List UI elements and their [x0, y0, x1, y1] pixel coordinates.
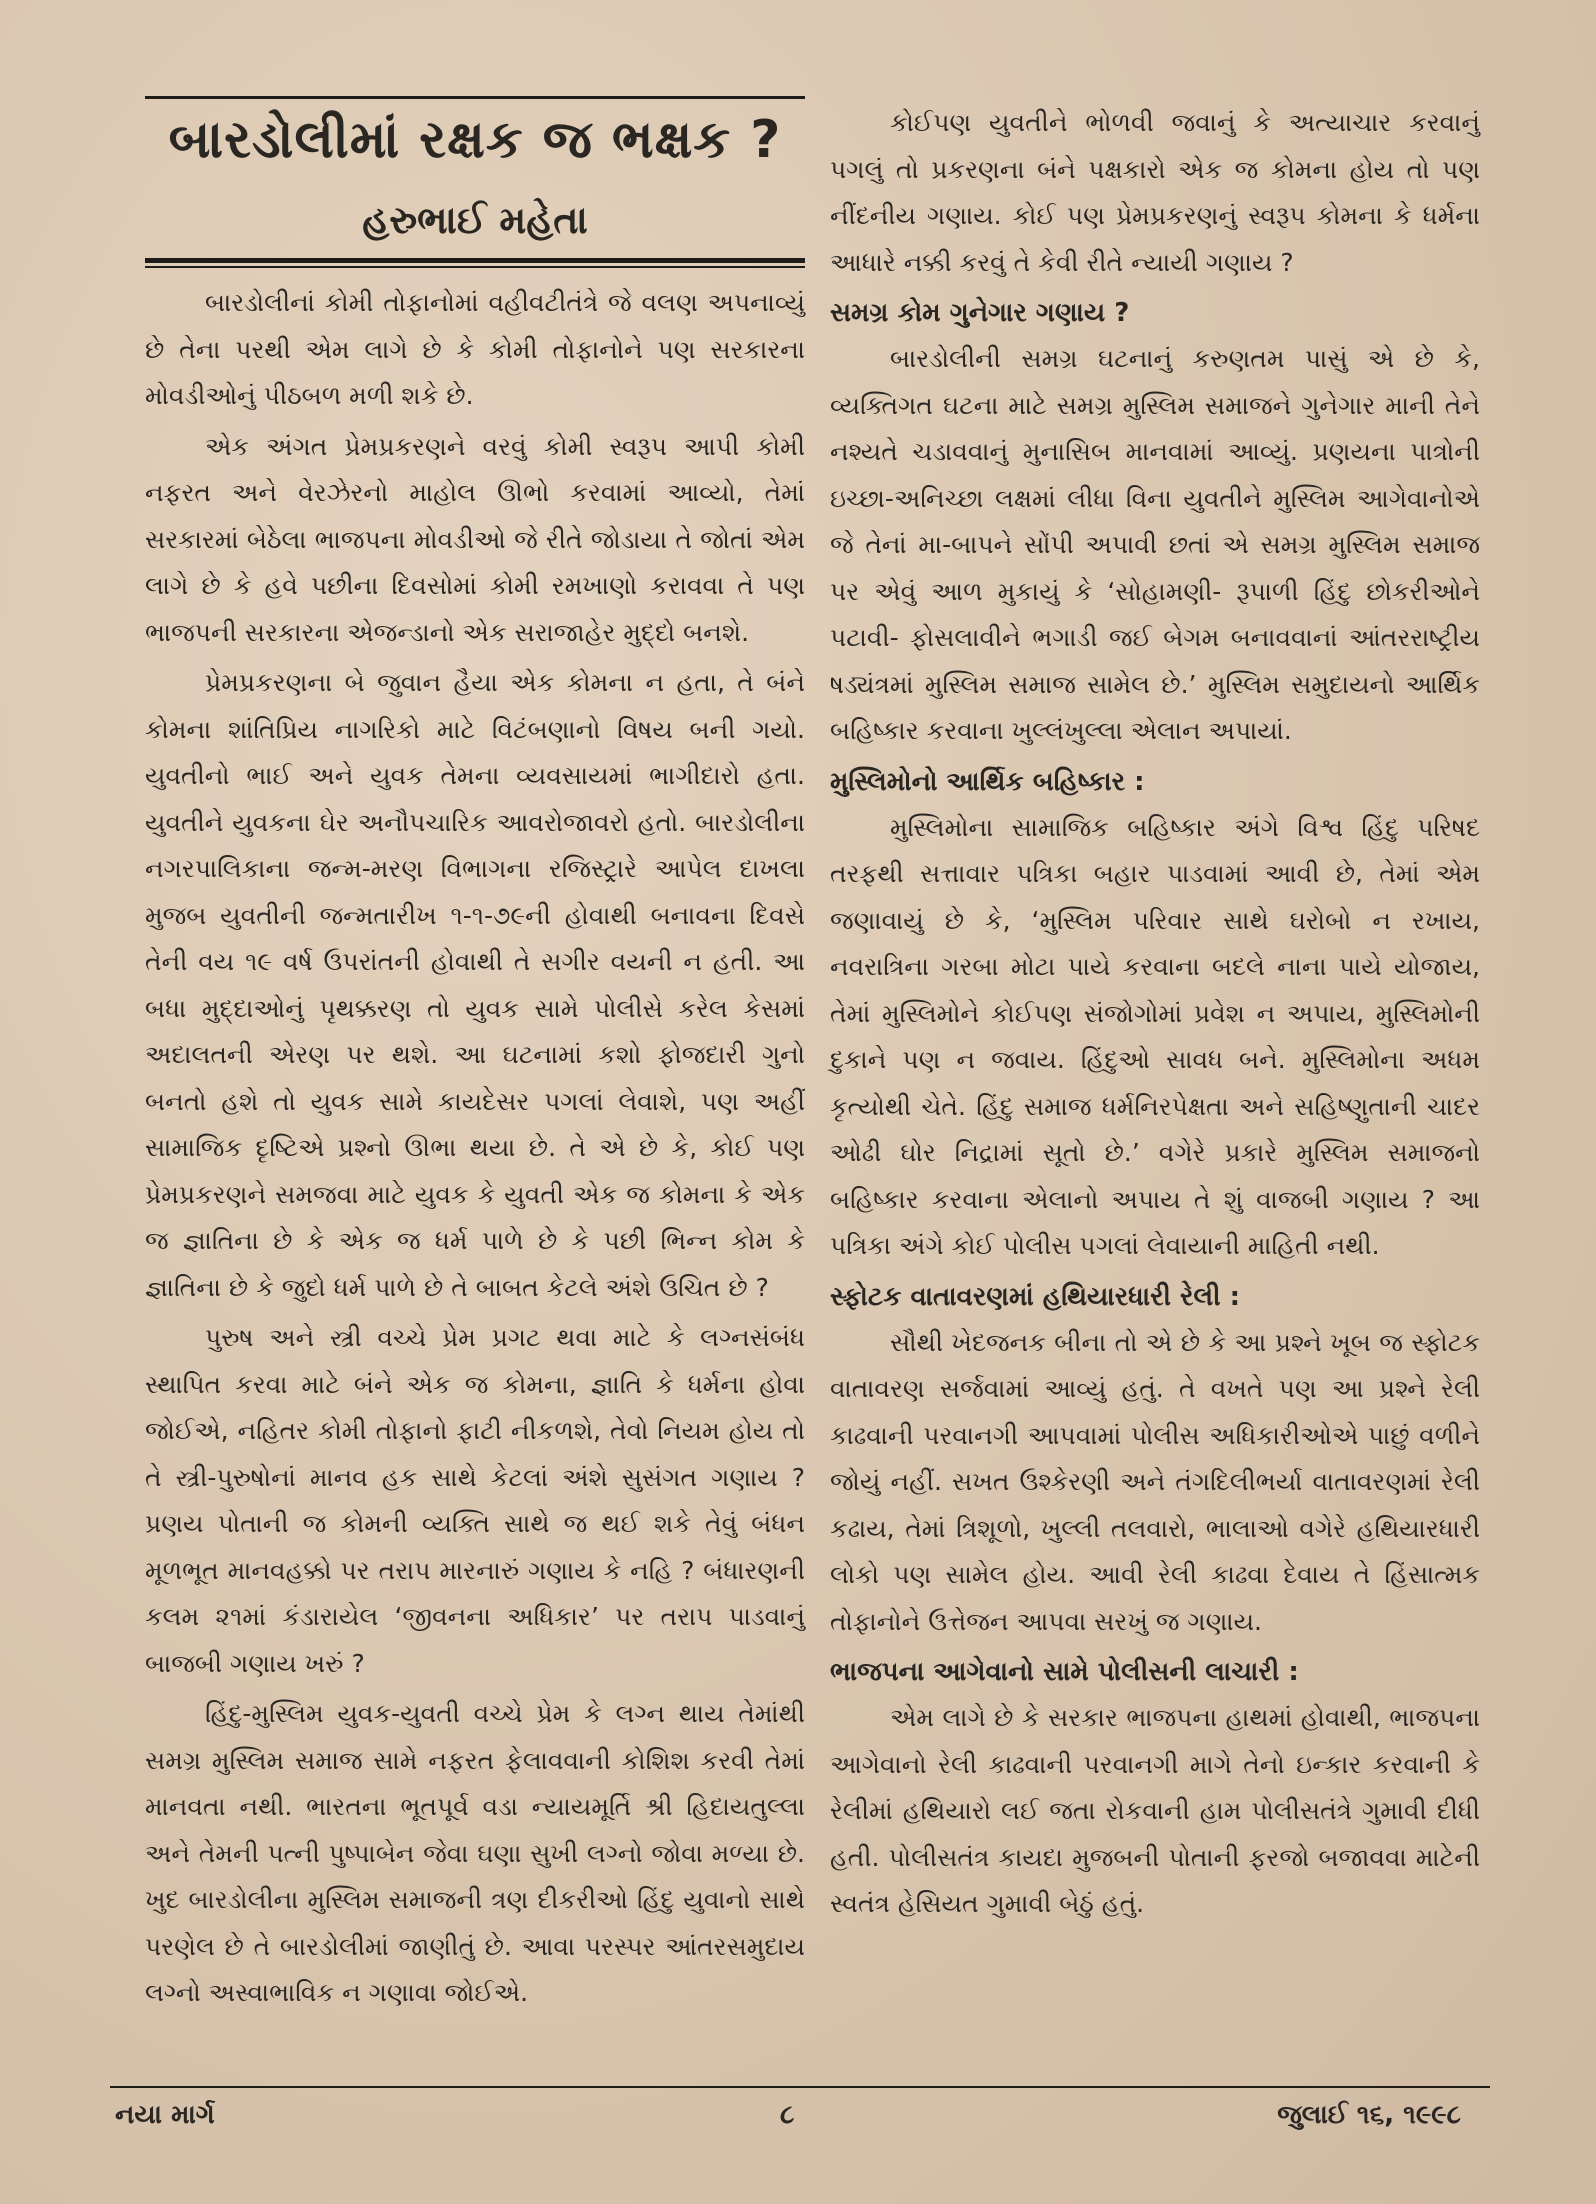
page-number: ૮ — [780, 2100, 795, 2130]
headline-top-rule — [145, 96, 805, 99]
paragraph: એક અંગત પ્રેમપ્રકરણને વરવું કોમી સ્વરૂપ આપી કોમી નફરત અને વેરઝેરનો માહોલ ઊભો કરવામાં આવ્યો, તેમાં સરકારમાં બેઠેલા ભાજપના મોવડીઓ જે રીતે જોડાયા તે જોતાં એમ લાગે છે કે હવે પછીના દિવસોમાં કોમી રમખાણો કરાવવા તે પણ ભાજપની સરકારના એજન્ડાનો એક સરાજાહેર મુદ્દો બનશે. — [145, 431, 805, 647]
left-column — [145, 280, 805, 2021]
paragraph: સૌથી ખેદજનક બીના તો એ છે કે આ પ્રશ્ને ખૂબ જ સ્ફોટક વાતાવરણ સર્જવામાં આવ્યું હતું. તે વખતે પણ આ પ્રશ્ને રેલી કાઢવાની પરવાનગી આપવામાં પોલીસ અધિકારીઓએ પાછું વળીને જોયું નહીં. સખત ઉશ્કેરણી અને તંગદિલીભર્યા વાતાવરણમાં રેલી કઢાય, તેમાં ત્રિશૂળો, ખુલ્લી તલવારો, ભાલાઓ વગેરે હથિયારધારી લોકો પણ સામેલ હોય. આવી રેલી કાઢવા દેવાય તે હિંસાત્મક તોફાનોને ઉત્તેજન આપવા સરખું જ ગણાય. — [830, 1327, 1480, 1636]
headline-bottom-rule — [145, 258, 805, 263]
paragraph: પુરુષ અને સ્ત્રી વચ્ચે પ્રેમ પ્રગટ થવા માટે કે લગ્નસંબંધ સ્થાપિત કરવા માટે બંને એક જ કોમના, જ્ઞાતિ કે ધર્મના હોવા જોઈએ, નહિતર કોમી તોફાનો ફાટી નીકળશે, તેવો નિયમ હોય તો તે સ્ત્રી-પુરુષોનાં માનવ હક સાથે કેટલાં અંશે સુસંગત ગણાય ? પ્રણય પોતાની જ કોમની વ્યક્તિ સાથે જ થઈ શકે તેવું બંધન મૂળભૂત માનવહક્કો પર તરાપ મારનારું ગણાય કે નહિ ? બંધારણની કલમ ૨૧માં કંડારાયેલ ‘જીવનના અધિકાર’ પર તરાપ પાડવાનું બાજબી ગણાય ખરું ? — [145, 1323, 805, 1678]
section-heading: મુસ્લિમોનો આર્થિક બહિષ્કાર : — [830, 766, 1145, 797]
paragraph: બારડોલીનાં કોમી તોફાનોમાં વહીવટીતંત્રે જે વલણ અપનાવ્યું છે તેના પરથી એમ લાગે છે કે કોમી તોફાનોને પણ સરકારના મોવડીઓનું પીઠબળ મળી શકે છે. — [145, 288, 805, 410]
headline-bottom-rule-thin — [145, 266, 805, 268]
footer-rule — [110, 2086, 1490, 2088]
section-heading: સમગ્ર કોમ ગુનેગાર ગણાય ? — [830, 298, 1130, 328]
issue-date: જુલાઈ ૧૬, ૧૯૯૮ — [1277, 2100, 1461, 2130]
section-heading: સ્ફોટક વાતાવરણમાં હથિયારધારી રેલી : — [830, 1281, 1241, 1312]
article-headline: બારડોલીમાં રક્ષક જ ભક્ષક ? — [168, 110, 782, 170]
paragraph: એમ લાગે છે કે સરકાર ભાજપના હાથમાં હોવાથી, ભાજપના આગેવાનો રેલી કાઢવાની પરવાનગી માગે તેનો ઇન્કાર કરવાની કે રેલીમાં હથિયારો લઈ જતા રોકવાની હામ પોલીસતંત્રે ગુમાવી દીધી હતી. પોલીસતંત્ર કાયદા મુજબની પોતાની ફરજો બજાવવા માટેની સ્વતંત્ર હેસિયત ગુમાવી બેઠું હતું. — [830, 1703, 1480, 1918]
section-heading: ભાજપના આગેવાનો સામે પોલીસની લાચારી : — [830, 1657, 1299, 1687]
paragraph: બારડોલીની સમગ્ર ઘટનાનું કરુણતમ પાસું એ છે કે, વ્યક્તિગત ઘટના માટે સમગ્ર મુસ્લિમ સમાજને ગુનેગાર માની તેને નશ્યતે ચડાવવાનું મુનાસિબ માનવામાં આવ્યું. પ્રણયના પાત્રોની ઇચ્છા-અનિચ્છા લક્ષમાં લીધા વિના યુવતીને મુસ્લિમ આગેવાનોએ જે તેનાં મા-બાપને સોંપી અપાવી છતાં એ સમગ્ર મુસ્લિમ સમાજ પર એવું આળ મુકાયું કે ‘સોહામણી- રૂપાળી હિંદુ છોકરીઓને પટાવી- ફોસલાવીને ભગાડી જઈ બેગમ બનાવવાનાં આંતરરાષ્ટ્રીય ષડ્યંત્રમાં મુસ્લિમ સમાજ સામેલ છે.’ મુસ્લિમ સમુદાયનો આર્થિક બહિષ્કાર કરવાના ખુલ્લંખુલ્લા એલાન અપાયાં. — [830, 344, 1480, 745]
article-byline: હરુભાઈ મહેતા — [362, 198, 588, 242]
right-column — [830, 100, 1480, 1932]
paragraph: મુસ્લિમોના સામાજિક બહિષ્કાર અંગે વિશ્વ હિંદુ પરિષદ તરફથી સત્તાવાર પત્રિકા બહાર પાડવામાં આવી છે, તેમાં એમ જણાવાયું છે કે, ‘મુસ્લિમ પરિવાર સાથે ઘરોબો ન રખાય, નવરાત્રિના ગરબા મોટા પાયે કરવાના બદલે નાના પાયે યોજાય, તેમાં મુસ્લિમોને કોઈપણ સંજોગોમાં પ્રવેશ ન અપાય, મુસ્લિમોની દુકાને પણ ન જવાય. હિંદુઓ સાવધ બને. મુસ્લિમોના અધમ કૃત્યોથી ચેતે. હિંદુ સમાજ ધર્મનિરપેક્ષતા અને સહિષ્ણુતાની ચાદર ઓઢી ઘોર નિદ્રામાં સૂતો છે.’ વગેરે પ્રકારે મુસ્લિમ સમાજનો બહિષ્કાર કરવાના એલાનો અપાય તે શું વાજબી ગણાય ? આ પત્રિકા અંગે કોઈ પોલીસ પગલાં લેવાયાની માહિતી નથી. — [830, 812, 1480, 1260]
paragraph: કોઈપણ યુવતીને ભોળવી જવાનું કે અત્યાચાર કરવાનું પગલું તો પ્રકરણના બંને પક્ષકારો એક જ કોમના હોય તો પણ નીંદનીય ગણાય. કોઈ પણ પ્રેમપ્રકરણનું સ્વરૂપ કોમના કે ધર્મના આધારે નક્કી કરવું તે કેવી રીતે ન્યાયી ગણાય ? — [830, 108, 1480, 277]
paragraph: હિંદુ-મુસ્લિમ યુવક-યુવતી વચ્ચે પ્રેમ કે લગ્ન થાય તેમાંથી સમગ્ર મુસ્લિમ સમાજ સામે નફરત ફેલાવવાની કોશિશ કરવી તેમાં માનવતા નથી. ભારતના ભૂતપૂર્વ વડા ન્યાયમૂર્તિ શ્રી હિદાયતુલ્લા અને તેમની પત્ની પુષ્પાબેન જેવા ઘણા સુખી લગ્નો જોવા મળ્યા છે. ખુદ બારડોલીના મુસ્લિમ સમાજની ત્રણ દીકરીઓ હિંદુ યુવાનો સાથે પરણેલ છે તે બારડોલીમાં જાણીતું છે. આવા પરસ્પર આંતરસમુદાય લગ્નો અસ્વાભાવિક ન ગણાવા જોઈએ. — [145, 1699, 805, 2007]
publication-name: નયા માર્ગ — [115, 2100, 215, 2130]
paragraph: પ્રેમપ્રકરણના બે જુવાન હૈયા એક કોમના ન હતા, તે બંને કોમના શાંતિપ્રિય નાગરિકો માટે વિટંબણાનો વિષય બની ગયો. યુવતીનો ભાઈ અને યુવક તેમના વ્યવસાયમાં ભાગીદારો હતા. યુવતીને યુવકના ઘેર અનૌપચારિક આવરોજાવરો હતો. બારડોલીના નગરપાલિકાના જન્મ-મરણ વિભાગના રજિસ્ટ્રારે આપેલ દાખલા મુજબ યુવતીની જન્મતારીખ ૧-૧-૭૯ની હોવાથી બનાવના દિવસે તેની વય ૧૯ વર્ષ ઉપરાંતની હોવાથી તે સગીર વયની ન હતી. આ બધા મુદ્દાઓનું પૃથક્કરણ તો યુવક સામે પોલીસે કરેલ કેસમાં અદાલતની એરણ પર થશે. આ ઘટનામાં કશો ફોજદારી ગુનો બનતો હશે તો યુવક સામે કાયદેસર પગલાં લેવાશે, પણ અહીં સામાજિક દૃષ્ટિએ પ્રશ્નો ઊભા થયા છે. તે એ છે કે, કોઈ પણ પ્રેમપ્રકરણને સમજવા માટે યુવક કે યુવતી એક જ કોમના કે એક જ જ્ઞાતિના છે કે એક જ ધર્મ પાળે છે કે પછી ભિન્ન કોમ કે જ્ઞાતિના છે કે જુદો ધર્મ પાળે છે તે બાબત કેટલે અંશે ઉચિત છે ? — [145, 668, 805, 1302]
